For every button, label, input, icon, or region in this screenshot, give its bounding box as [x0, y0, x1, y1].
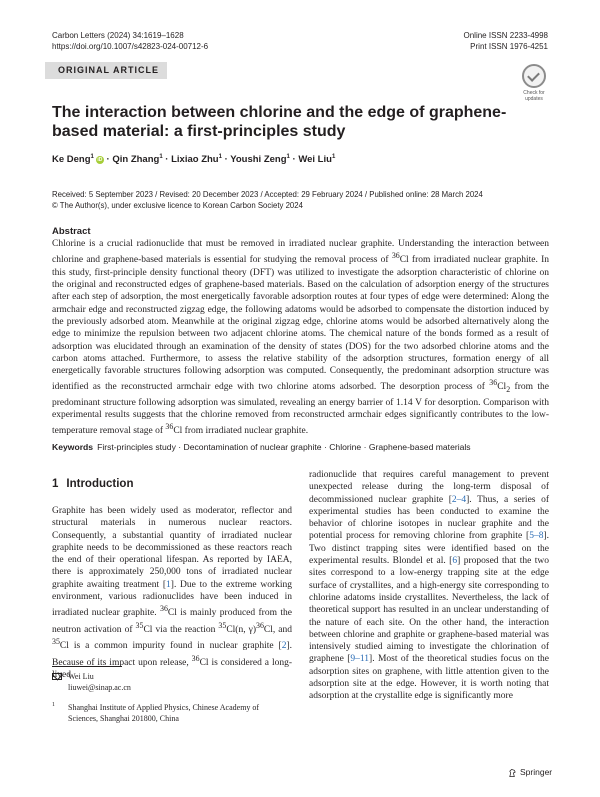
author-name[interactable]: Qin Zhang [112, 154, 160, 166]
citation-link[interactable]: 2 [281, 641, 287, 652]
envelope-icon [52, 673, 62, 680]
abstract-heading: Abstract [52, 226, 91, 237]
check-updates-label: Check for updates [523, 90, 545, 102]
citation-link[interactable]: 9–11 [350, 654, 370, 665]
section-title: Introduction [66, 478, 134, 490]
article-title: The interaction between chlorine and the edge of graphene-based material: a first-principles study [52, 104, 507, 140]
author-affiliation-sup: 1 [286, 154, 290, 160]
print-issn: Print ISSN 1976-4251 [470, 42, 548, 51]
author-affiliation-sup: 1 [331, 154, 336, 160]
author-affiliation-sup: 1 [159, 154, 163, 160]
author-name[interactable]: Ke Deng [52, 154, 91, 166]
author-name[interactable]: Lixiao Zhu [171, 154, 219, 166]
check-for-updates-button[interactable] [518, 64, 550, 102]
citation-link[interactable]: 1 [166, 579, 171, 590]
section-number: 1 [52, 478, 59, 490]
affiliation-number: 1 [52, 702, 55, 708]
publisher-name: Springer [520, 767, 553, 777]
author-name[interactable]: Wei Liu [298, 154, 332, 166]
citation-link[interactable]: 2–4 [451, 494, 467, 505]
author-affiliation-sup: 1 [218, 154, 222, 160]
author-affiliation-sup: 1 [90, 154, 94, 160]
intro-left-column: Graphite has been widely used as moderator, reflector and structural materials in numerous nuclear reactors. Consequently, a substantial quantity of irradiated nuclear graphite needs to be decommissioned as these reactors reach the end of their operational lifespan. As reported by IAEA, there is approximately 250,000 tons of irradiated nuclear graphite awaiting treatment [1]. Due to the extreme working environment, various radionuclides have been induced in irradiated nuclear graphite. $^{36}$Cl is mainly produced from the neutron activation of $^{35}$Cl via the reaction $^{35}$Cl(n, γ)$^{36}$Cl, and $^{35}$Cl is a common impurity found in nuclear graphite [2]. Because of its impact upon release, $^{36}$Cl is considered a long-lived [52, 506, 293, 681]
section-heading [52, 478, 133, 490]
springer-horse-icon [508, 768, 517, 778]
citation-link[interactable]: 5–8 [529, 531, 544, 542]
publisher-logo [508, 767, 552, 778]
keywords-list: First-principles study · Decontamination of nuclear graphite · Chlorine · Graphene-based materials [97, 442, 471, 452]
copyright-line: © The Author(s), under exclusive licence to Korean Carbon Society 2024 [52, 201, 303, 210]
corresponding-author: Wei Liu [68, 672, 94, 681]
affiliation-text: Shanghai Institute of Applied Physics, Chinese Academy of Sciences, Shanghai 201800, China [68, 703, 260, 723]
footnote-divider [52, 666, 122, 667]
article-type-badge: ORIGINAL ARTICLE [45, 62, 167, 79]
online-issn: Online ISSN 2233-4998 [463, 31, 548, 40]
keywords-label: Keywords [52, 442, 94, 452]
abstract-text: Chlorine is a crucial radionuclide that must be removed in irradiated nuclear graphite. Understanding the interaction between chlorine and graphene-based materials is essential for studying the removal process of $^{36}$Cl from irradiated nuclear graphite. In this study, first-principle density functional theory (DFT) was utilized to investigate the adsorption characteristic of chlorine on the original and reconstructed edges of graphene-based materials. Based on the calculation of adsorption energy of the structures after each step of adsorption, the most energetically favorable adsorption routes at four types of edge were determined: Along the armchair edge and reconstructed zigzag edge, the following adatoms would be adsorbed to compensate the distortion induced by the previously adsorbed atom. Meanwhile at the original zigzag edge, chlorine atoms would be adsorbed alternatively along the edge to minimize the repulsion between two adjacent chlorine atoms. The chemical nature of the bonds formed as a result of adsorption was elucidated through an examination of the density of states (DOS) for the two adsorbed chlorine atoms and the carbon atoms attached. Furthermore, to assess the relative stability of the adsorption structures, formation energy of all energetically favorable structures following adsorption was computed. Consequently, the predominant adsorption structure was identified as the reconstructed armchair edge with two chlorine atoms adsorbed. The desorption process of $^{36}Cl_2$ from the predominant structure following adsorption was simulated, revealing an energy barrier of 1.14 V for desorption. Comparison with experimental results suggests that the chlorine removed from reconstructed armchair edges significantly contributes to the low-temperature removal stage of $^{36}$Cl from irradiated nuclear graphite. [52, 239, 549, 437]
intro-right-column: radionuclide that requires careful management to prevent unexpected release during the long-term disposal of decommissioned nuclear graphite [2–4]. Thus, a series of experimental studies has been conducted to examine the behavior of chlorine isotopes in nuclear graphite and the potential process for removing chlorine from graphite [5–8]. Two distinct trapping sites were identified based on the experimental results. Blondel et al. [6] proposed that the two sites correspond to a low-energy trapping site at the edge surface of crystallites, and a high-energy site corresponding to chlorine adatoms inside crystallites. Nevertheless, the lack of theoretical support has resulted in an unclear understanding of the nature of each site. On the other hand, the interaction between chlorine and graphite or graphene-based material was intensively studied aiming to investigate the chlorination of graphene [9–11]. Most of the theoretical studies focus on the adsorption sites on graphene, with little attention given to the adsorption site at the edge. However, it is worth noting that adsorption at the crystallite edge is significantly more [309, 470, 550, 702]
journal-header [52, 30, 208, 52]
publication-dates [52, 189, 552, 211]
check-icon [522, 64, 546, 88]
citation-link[interactable]: 6 [452, 556, 458, 567]
corresponding-email[interactable]: liuwei@sinap.ac.cn [68, 683, 131, 692]
keywords [52, 442, 549, 452]
doi-link[interactable]: https://doi.org/10.1007/s42823-024-00712-6 [52, 42, 209, 51]
orcid-icon[interactable]: iD [97, 156, 103, 163]
dates-line: Received: 5 September 2023 / Revised: 20 December 2023 / Accepted: 29 February 2024 / Published online: 28 March 2024 [52, 190, 483, 199]
journal-citation: Carbon Letters (2024) 34:1619–1628 [52, 31, 184, 40]
author-list: Ke Deng$^1$ iD · Qin Zhang$^1$ · Lixiao Zhu$^1$ · Youshi Zeng$^1$ · Wei Liu$^1$ [52, 154, 336, 166]
author-name[interactable]: Youshi Zeng [230, 154, 287, 166]
issn-header [464, 30, 549, 52]
